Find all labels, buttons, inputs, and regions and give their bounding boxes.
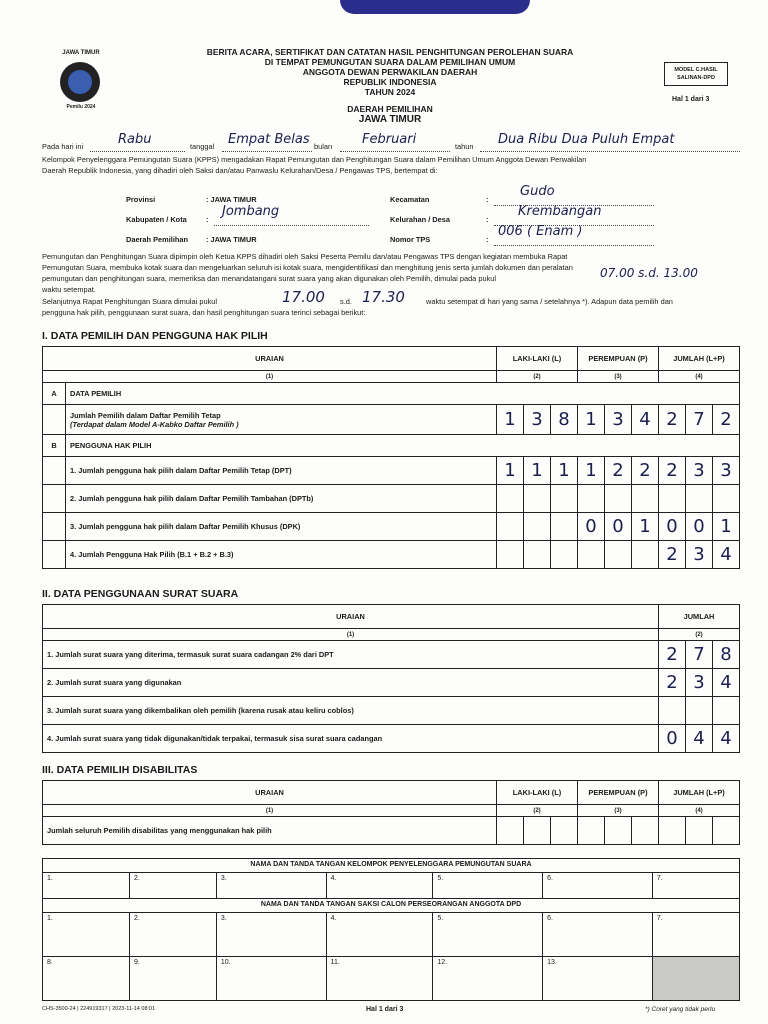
surat-dikembalikan-row: 3. Jumlah surat suara yang dikembalikan oleh pemilih (karena rusak atau keliru coblos) <box>43 697 740 725</box>
b4-row: 4. Jumlah Pengguna Hak Pilih (B.1 + B.2 + B.3) 2 3 4 <box>43 541 740 569</box>
model-box: MODEL C.HASIL SALINAN-DPD <box>664 62 728 86</box>
disabilitas-row: Jumlah seluruh Pemilih disabilitas yang menggunakan hak pilih <box>43 817 740 845</box>
kelurahan-value: Krembangan <box>518 204 602 219</box>
surat-diterima-row: 1. Jumlah surat suara yang diterima, termasuk surat suara cadangan 2% dari DPT 2 7 8 <box>43 641 740 669</box>
bulan-value: Februari <box>362 132 417 147</box>
kpps-signatures: 1. 2. 3. 4. 5. 6. 7. <box>43 873 740 899</box>
tahun-value: Dua Ribu Dua Puluh Empat <box>498 132 675 147</box>
region-label: DAERAH PEMILIHAN <box>347 104 433 114</box>
surat-sisa-row: 4. Jumlah surat suara yang tidak digunakan/tidak terpakai, termasuk sisa surat suara cadangan 0 4 4 <box>43 725 740 753</box>
tps-value: 006 ( Enam ) <box>498 224 583 239</box>
section2-table: URAIAN JUMLAH (1) (2) 1. Jumlah surat suara yang diterima, termasuk surat suara cadangan 2% dari DPT 2 7 8 2. Jumlah surat suara yang digunakan 2 3 4 3. Jumlah surat suara yang dikembalikan oleh pemilih (karena rusak atau keliru coblos) 4. Jumlah surat suara yang tidak digunakan/tidak terpakai, termasuk sisa surat suara cadangan 0 4 4 <box>42 604 740 753</box>
pada-hari-label: Pada hari ini <box>42 142 84 151</box>
surat-digunakan-row: 2. Jumlah surat suara yang digunakan 2 3 4 <box>43 669 740 697</box>
header-line-3: ANGGOTA DEWAN PERWAKILAN DAERAH <box>302 67 478 77</box>
footer-code: CHS-3500-24 | 224919317 | 2023-11-14 08:01 <box>42 1006 156 1012</box>
jam-selesai: 17.30 <box>362 288 405 306</box>
pengguna-hak-pilih-header: PENGGUNA HAK PILIH <box>66 435 740 457</box>
saksi-signatures-1: 1. 2. 3. 4. 5. 6. 7. <box>43 913 740 957</box>
tanggal-value: Empat Belas <box>228 132 310 147</box>
header-line-4: REPUBLIK INDONESIA <box>343 77 437 87</box>
section3-title: III. DATA PEMILIH DISABILITAS <box>42 764 198 776</box>
top-binding-strip <box>340 0 530 14</box>
section2-title: II. DATA PENGGUNAAN SURAT SUARA <box>42 588 239 600</box>
b2-row: 2. Jumlah pengguna hak pilih dalam Daftar Pemilih Tambahan (DPTb) <box>43 485 740 513</box>
signature-table: NAMA DAN TANDA TANGAN KELOMPOK PENYELENGGARA PEMUNGUTAN SUARA 1. 2. 3. 4. 5. 6. 7. NAMA DAN TANDA TANGAN SAKSI CALON PERSEORANGAN ANGGOTA DPD 1. 2. 3. 4. 5. 6. 7. 8. 9. 10. 11. 12. 13. <box>42 858 740 1001</box>
jam-mulai: 17.00 <box>282 288 325 306</box>
kecamatan-value: Gudo <box>520 184 555 199</box>
page-indicator: Hal 1 dari 3 <box>672 96 710 103</box>
section1-title: I. DATA PEMILIH DAN PENGGUNA HAK PILIH <box>42 330 268 342</box>
header-line-1: BERITA ACARA, SERTIFIKAT DAN CATATAN HASIL PENGHITUNGAN PEROLEHAN SUARA <box>206 47 574 57</box>
saksi-signatures-2: 8. 9. 10. 11. 12. 13. <box>43 957 740 1001</box>
provinsi-value: : JAWA TIMUR <box>206 195 257 204</box>
section3-table: URAIAN LAKI-LAKI (L) PEREMPUAN (P) JUMLAH (L+P) (1) (2) (3) (4) Jumlah seluruh Pemilih disabilitas yang menggunakan hak pilih <box>42 780 740 845</box>
footer-note: *) Coret yang tidak perlu <box>645 1006 716 1013</box>
section1-table: URAIAN LAKI-LAKI (L) PEREMPUAN (P) JUMLAH (L+P) (1) (2) (3) (4) A DATA PEMILIH Jumlah Pemilih dalam Daftar Pemilih Tetap (Terdapat dalam Model A-Kabko Daftar Pemilih ) 1 3 8 1 3 4 2 7 2 B PENGGUNA HAK PILIH 1. Jumlah pengguna hak pilih dalam Daftar Pemilih Tetap (DPT) 1 1 1 1 2 2 2 3 3 2. Jumlah pengguna hak pilih dalam Daftar Pemilih Tambahan (DPTb) 3. Jumlah pengguna hak pilih dalam Daftar Pemilih Khusus (DPK) 0 0 1 0 0 1 4. Jumlah Pengguna Hak Pilih (B.1 + B.2 + B.3) 2 3 4 <box>42 346 740 569</box>
footer-page: Hal 1 dari 3 <box>366 1006 404 1013</box>
header-line-5: TAHUN 2024 <box>364 87 416 97</box>
form-page: JAWA TIMUR Pemilu 2024 BERITA ACARA, SERTIFIKAT DAN CATATAN HASIL PENGHITUNGAN PEROLEHAN SUARA DI TEMPAT PEMUNGUTAN SUARA DALAM PEMILIHAN UMUM ANGGOTA DEWAN PERWAKILAN DAERAH REPUBLIK INDONESIA TAHUN 2024 DAERAH PEMILIHAN JAWA TIMUR MODEL C.HASIL SALINAN-DPD Hal 1 dari 3 Pada hari ini Rabu tanggal Empat Belas bulan Februari tahun Dua Ribu Dua Puluh Empat Kelompok Penyelenggara Pemungutan Suara (KPPS) mengadakan Rapat Pemungutan dan Penghitungan Suara dalam Pemilihan Umum Anggota Dewan Perwakilan Daerah Republik Indonesia, yang dihadiri oleh Saksi dan/atau Panwaslu Kelurahan/Desa / Pengawas TPS, bertempat di: Provinsi : JAWA TIMUR Kabupaten / Kota : Jombang Daerah Pemilihan : JAWA TIMUR Kecamatan : Gudo Kelurahan / Desa : Krembangan Nomor TPS : 006 ( Enam ) Pemungutan dan Penghitungan Suara dipimpin oleh Ketua KPPS dihadiri oleh Saksi Peserta Pemilu dan/atau Pengawas TPS dengan kegiatan membuka Rapat Pemungutan Suara, membuka kotak suara dan mengeluarkan seluruh isi kotak suara, mengidentifikasi dan menghitung jenis serta jumlah dokumen dan peralatan pemungutan dan penghitungan suara, memeriksa dan menandatangani surat suara yang akan digunakan oleh Pemilih, dimulai pada pukul 07.00 s.d. 13.00 waktu setempat. Selanjutnya Rapat Penghitungan Suara dimulai pukul 17.00 s.d. 17.30 waktu setempat di hari yang sama / setelahnya *). Adapun data pemilih dan pengguna hak pilih, penggunaan surat suara, dan hasil penghitungan suara terinci sebagai berikut: I. DATA PEMILIH DAN PENGGUNA HAK PILIH URAIAN LAKI-LAKI (L) PEREMPUAN (P) JUMLAH (L+P) (1) (2) (3) (4) A DATA PEMILIH Jumlah Pemilih dalam Daftar Pemilih Tetap (Terdapat dalam Model A-Kabko Daftar Pemilih ) 1 3 8 1 3 4 2 7 2 B PENGGUNA HAK PILIH 1. Jumlah pengguna hak pilih dalam Daftar Pemilih Tetap (DPT) 1 1 1 1 2 2 2 3 3 2. Jumlah pengguna hak pilih dalam Daftar Pemilih Tambahan (DPTb) 3. Jumlah pengguna hak pilih dalam Daftar Pemilih Khusus (DPK) 0 0 1 0 0 1 4. Jumlah Pengguna Hak Pilih (B.1 + B.2 + B.3) 2 3 4 II. DATA PENGGUNAAN SURAT SUARA URAIAN JUMLAH (1) (2) 1. Jumlah surat suara yang diterima, termasuk surat suara cadangan 2% dari DPT 2 7 8 2. Jumlah surat suara yang digunakan 2 3 4 3. Jumlah surat suara yang dikembalikan oleh pemilih (karena rusak atau keliru coblos) 4. Jumlah surat suara yang tidak digunakan/tidak terpakai, termasuk sisa surat suara cadangan 0 4 4 III. DATA PEMILIH DISABILITAS URAIAN LAKI-LAKI (L) PEREMPUAN (P) JUMLAH (L+P) (1) (2) (3) (4) Jumlah seluruh Pemilih disabilitas yang menggunakan hak pilih NAMA DAN TANDA TANGAN KELOMPOK PENYELENGGARA PEMUNGUTAN SUARA 1. 2. 3. 4. 5. 6. 7. NAMA DAN TANDA TANGAN SAKSI CALON PERSEORANGAN ANGGOTA DPD 1. 2. 3. 4. 5. 6. 7. 8. 9. 10. 11. 12. 13. CHS-3500-24 | 224919317 | 2023-11-14 08:01 Hal 1 dari 3 *) Coret yang tidak perlu <box>0 0 768 1024</box>
b3-row: 3. Jumlah pengguna hak pilih dalam Daftar Pemilih Khusus (DPK) 0 0 1 0 0 1 <box>43 513 740 541</box>
data-pemilih-header: DATA PEMILIH <box>66 383 740 405</box>
header-line-2: DI TEMPAT PEMUNGUTAN SUARA DALAM PEMILIHAN UMUM <box>264 57 516 67</box>
kpu-seal-logo: JAWA TIMUR Pemilu 2024 <box>52 50 110 112</box>
dpt-row: Jumlah Pemilih dalam Daftar Pemilih Tetap (Terdapat dalam Model A-Kabko Daftar Pemilih ) 1 3 8 1 3 4 2 7 2 <box>43 405 740 435</box>
dapil-value: : JAWA TIMUR <box>206 235 257 244</box>
waktu-pemungutan: 07.00 s.d. 13.00 <box>600 266 698 280</box>
hari-value: Rabu <box>118 132 152 147</box>
kabupaten-value: Jombang <box>222 204 280 219</box>
b1-row: 1. Jumlah pengguna hak pilih dalam Daftar Pemilih Tetap (DPT) 1 1 1 1 2 2 2 3 3 <box>43 457 740 485</box>
region-title: JAWA TIMUR <box>358 114 422 125</box>
